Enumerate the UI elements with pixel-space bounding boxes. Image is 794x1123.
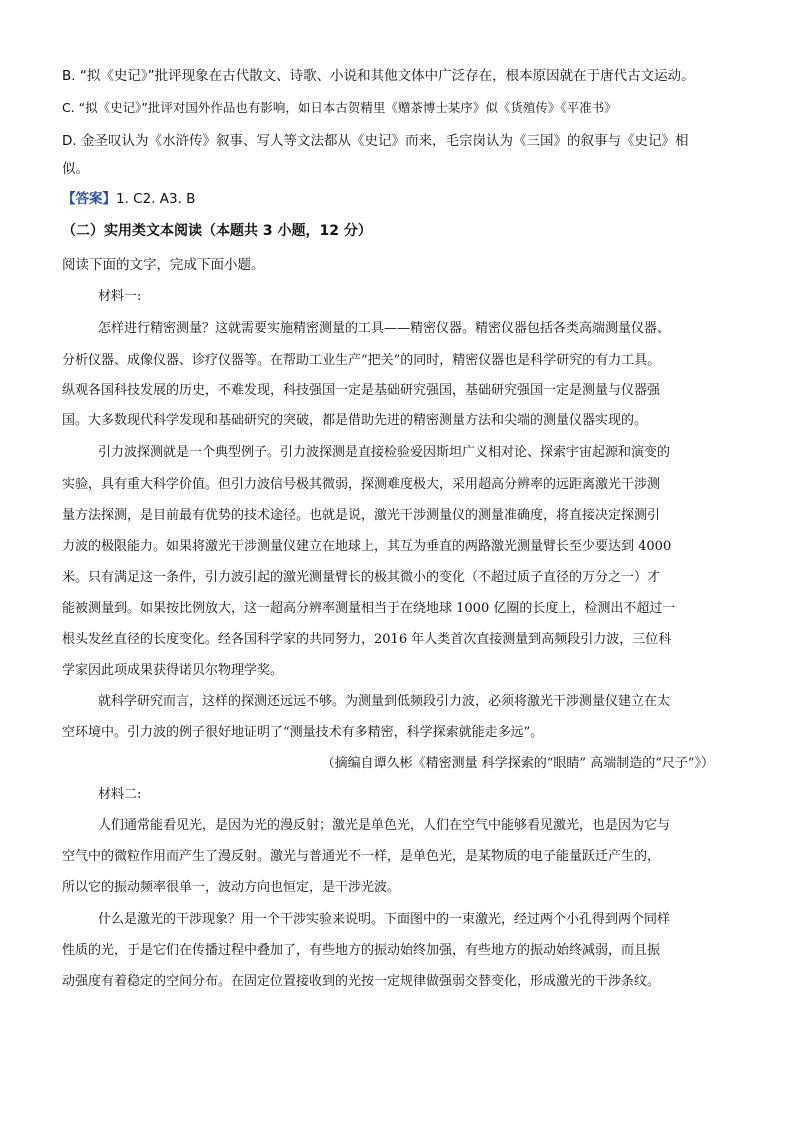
m1-p1-line: 怎样进行精密测量？这就需要实施精密测量的工具——精密仪器。精密仪器包括各类高端测量仪器、 <box>98 321 671 336</box>
m2-p2-line: 什么是激光的干涉现象？用一个干涉实验来说明。下面图中的一束激光，经过两个小孔得到两个同样 <box>98 912 671 927</box>
material2-label: 材料二: <box>98 787 142 802</box>
m1-p1-line: 纵观各国科技发展的历史，不难发现，科技强国一定是基础研究强国，基础研究强国一定是测量与仪器强 <box>62 383 661 398</box>
m1-p3-line: 就科学研究而言，这样的探测还远远不够。为测量到低频段引力波，必须将激光干涉测量仪建立在太 <box>98 694 671 709</box>
option-b: B. “拟《史记》”批评现象在古代散文、诗歌、小说和其他文体中广泛存在，根本原因就在于唐代古文运动。 <box>62 68 695 84</box>
option-d-line1: D. 金圣叹认为《水浒传》叙事、写人等文法都从《史记》而来，毛宗岗认为《三国》的叙事与《史记》相 <box>62 133 689 149</box>
m1-p2-line: 根头发丝直径的长度变化。经各国科学家的共同努力，2016 年人类首次直接测量到高频段引力波，三位科 <box>62 632 672 647</box>
section-instruction: 阅读下面的文字，完成下面小题。 <box>62 257 265 273</box>
m1-p1-line: 国。大多数现代科学发现和基础研究的突破，都是借助先进的精密测量方法和尖端的测量仪器实现的。 <box>62 413 648 428</box>
m1-p2-line: 实验，具有重大科学价值。但引力波信号极其微弱，探测难度极大，采用超高分辨率的远距离激光干涉测 <box>62 477 661 492</box>
m2-p2-line: 性质的光，于是它们在传播过程中叠加了，有些地方的振动始终加强，有些地方的振动始终减弱，而且振 <box>62 943 661 958</box>
section-heading: （二）实用类文本阅读（本题共 3 小题，12 分） <box>62 223 372 239</box>
material1-source: （摘编自谭久彬《精密测量 科学探索的“眼睛” 高端制造的“尺子”》） <box>321 756 714 771</box>
m2-p1-line: 空气中的微粒作用而产生了漫反射。激光与普通光不一样，是单色光，是某物质的电子能量跃迁产生的， <box>62 849 661 864</box>
m2-p1-line: 所以它的振动频率很单一，波动方向也恒定，是干涉光波。 <box>62 880 401 895</box>
m1-p2-line: 能被测量到。如果按比例放大，这一超高分辨率测量相当于在绕地球 1000 亿圈的长度上，检测出不超过一 <box>62 601 676 616</box>
answer-text: 1. C2. A3. B <box>116 191 196 207</box>
m1-p3-line: 空环境中。引力波的例子很好地证明了“测量技术有多精密，科学探索就能走多远”。 <box>62 725 544 740</box>
m1-p2-line: 量方法探测，是目前最有优势的技术途径。也就是说，激光干涉测量仪的测量准确度，将直接决定探测引 <box>62 508 661 523</box>
m1-p2-line: 学家因此项成果获得诺贝尔物理学奖。 <box>62 663 284 678</box>
m1-p1-line: 分析仪器、成像仪器、诊疗仪器等。在帮助工业生产“把关”的同时，精密仪器也是科学研究的有力工具。 <box>62 353 661 368</box>
m2-p2-line: 动强度有着稳定的空间分布。在固定位置接收到的光按一定规律做强弱交替变化，形成激光的干涉条纹。 <box>62 974 661 989</box>
m1-p2-line: 力波的极限能力。如果将激光干涉测量仪建立在地球上，其互为垂直的两路激光测量臂长至少要达到 4000 <box>62 539 672 554</box>
option-d-line2: 似。 <box>62 161 89 177</box>
material1-label: 材料一: <box>98 289 142 304</box>
answer-tag: 【答案】 <box>62 191 116 207</box>
answer-line <box>62 190 195 208</box>
m1-p2-line: 米。只有满足这一条件，引力波引起的激光测量臂长的极其微小的变化（不超过质子直径的万分之一）才 <box>62 570 661 585</box>
m2-p1-line: 人们通常能看见光，是因为光的漫反射；激光是单色光，人们在空气中能够看见激光，也是因为它与 <box>98 818 671 833</box>
option-c: C. “拟《史记》”批评对国外作品也有影响，如日本古贺精里《赠茶博士某序》似《货殖传》《平准书》 <box>62 100 617 115</box>
m1-p2-line: 引力波探测就是一个典型例子。引力波探测是直接检验爱因斯坦广义相对论、探索宇宙起源和演变的 <box>98 445 671 460</box>
